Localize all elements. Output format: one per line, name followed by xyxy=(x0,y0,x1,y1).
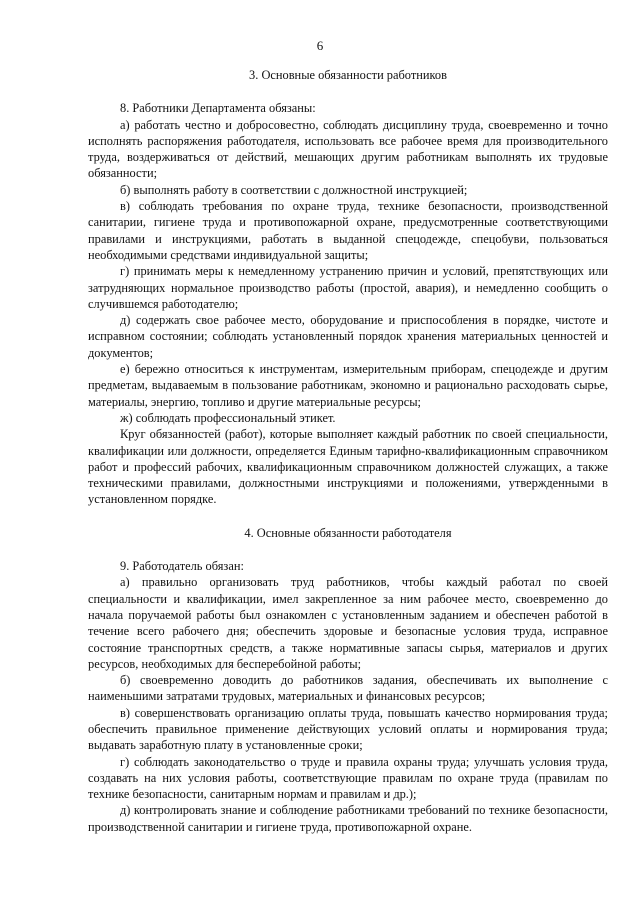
section-4-heading: 4. Основные обязанности работодателя xyxy=(244,525,452,540)
document-body xyxy=(88,67,608,835)
paragraph: д) контролировать знание и соблюдение работниками требований по технике безопасности, производственной санитарии и гигиене труда, противопожарной охране. xyxy=(88,803,608,834)
page-number: 6 xyxy=(316,38,324,53)
paragraph: б) выполнять работу в соответствии с должностной инструкцией; xyxy=(120,182,468,197)
paragraph: а) работать честно и добросовестно, соблюдать дисциплину труда, своевременно и точно исполнять распоряжения работодателя, использовать все рабочее время для производительного труда, воздерживаться от действий, мешающих другим работникам выполнять их трудовые обязанности; xyxy=(88,117,608,181)
paragraph: Круг обязанностей (работ), которые выполняет каждый работник по своей специальности, квалификации или должности, определяется Единым тарифно-квалификационным справочником работ и профессий рабочих, квалификационным справочником должностей служащих, а также техническими правилами, должностными инструкциями и положениями, утвержденными в установленном порядке. xyxy=(88,427,608,507)
section-3-heading: 3. Основные обязанности работников xyxy=(249,68,447,82)
paragraph: ж) соблюдать профессиональный этикет. xyxy=(120,410,336,425)
paragraph: д) содержать свое рабочее место, оборудование и приспособления в порядке, чистоте и исправном состоянии; соблюдать установленный порядок хранения материальных ценностей и документов; xyxy=(88,313,608,360)
paragraph: г) соблюдать законодательство о труде и правила охраны труда; улучшать условия труда, создавать на них условия работы, соответствующие правилам по охране труда (правилам по технике безопасности, санитарным нормам и правилам и др.); xyxy=(88,754,608,802)
paragraph: г) принимать меры к немедленному устранению причин и условий, препятствующих или затрудняющих нормальное производство работы (простой, авария), и немедленно сообщить о случившемся работодателю; xyxy=(88,264,608,311)
paragraph: в) соблюдать требования по охране труда, технике безопасности, производственной санитарии, гигиене труда и противопожарной охране, предусмотренные соответствующими правилами и инструкциями, работать в выданной спецодежде, спецобуви, пользоваться необходимыми средствами индивидуальной защиты; xyxy=(88,199,608,262)
paragraph: б) своевременно доводить до работников задания, обеспечивать их выполнение с наименьшими затратами трудовых, материальных и финансовых ресурсов; xyxy=(88,673,608,704)
paragraph: а) правильно организовать труд работников, чтобы каждый работал по своей специальности и квалификации, имел закрепленное за ним рабочее место, своевременно до начала поручаемой работы был ознакомлен с установленным заданием и обеспечен работой в течение всего рабочего дня; обеспечить здоровые и безопасные условия труда, исправное состояние транспортных средств, а также нормативные запасы сырья, материалов и других ресурсов, необходимых для бесперебойной работы; xyxy=(88,575,608,671)
paragraph: 9. Работодатель обязан: xyxy=(120,559,244,574)
paragraph: е) бережно относиться к инструментам, измерительным приборам, спецодежде и другим предметам, выдаваемым в пользование работникам, экономно и рационально расходовать сырье, материалы, энергию, топливо и другие материальные ресурсы; xyxy=(88,362,608,409)
paragraph: 8. Работники Департамента обязаны: xyxy=(120,101,316,116)
paragraph: в) совершенствовать организацию оплаты труда, повышать качество нормирования труда; обеспечить правильное применение действующих условий оплаты и нормирования труда; выдавать заработную плату в установленные сроки; xyxy=(88,705,608,753)
